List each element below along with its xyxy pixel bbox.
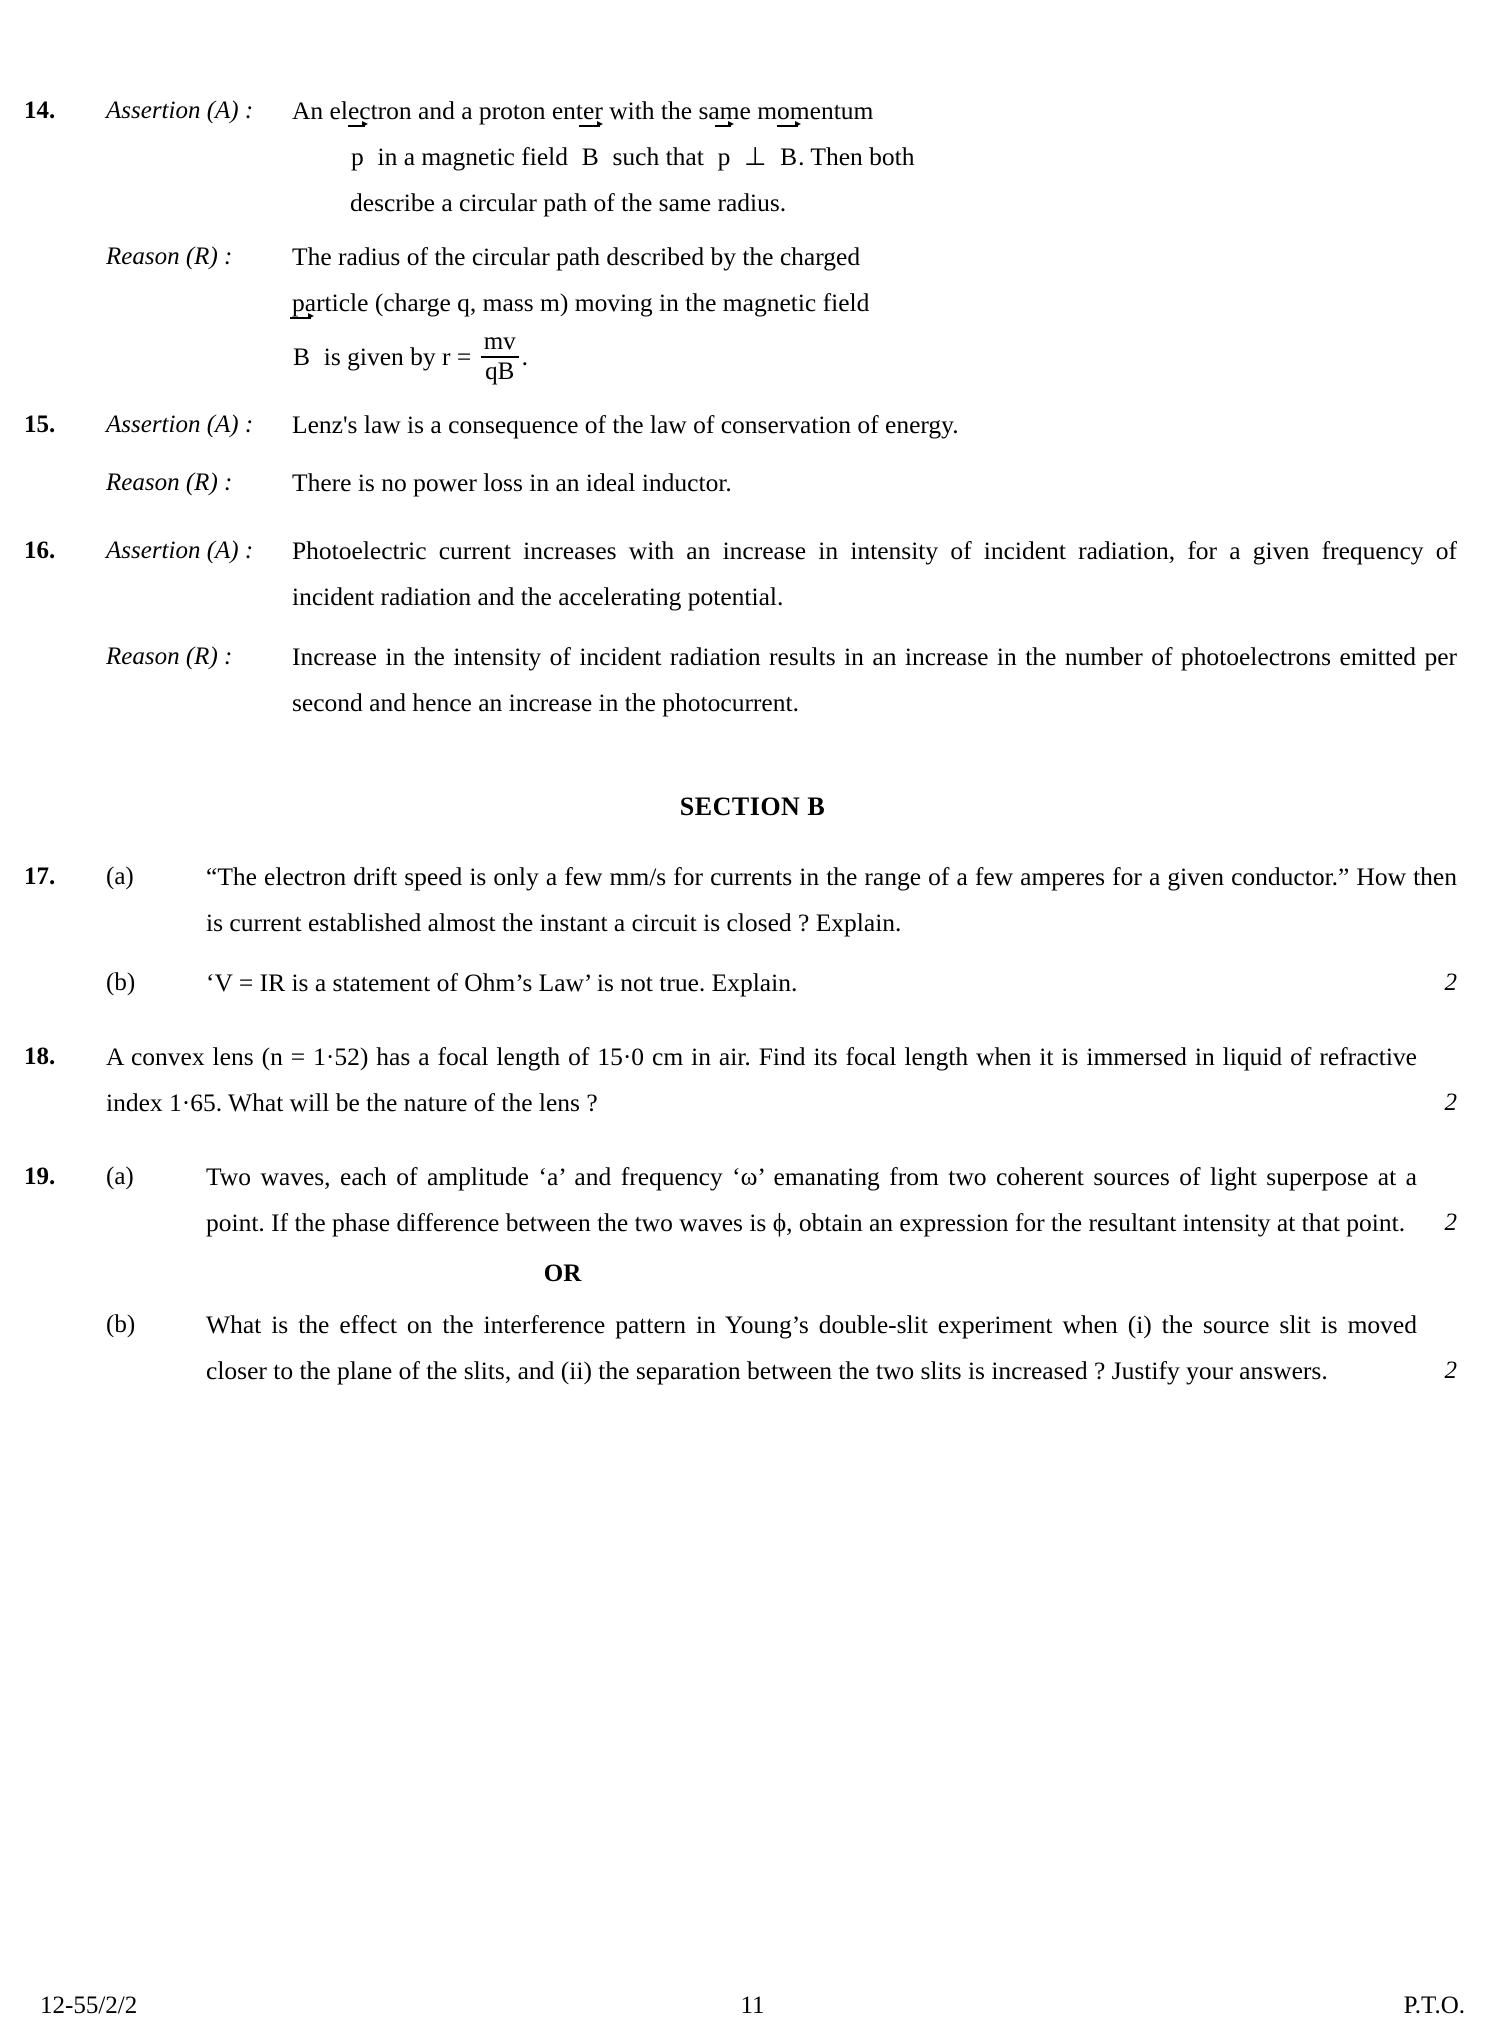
question-17-part-b-body: ‘V = IR is a statement of Ohm’s Law’ is not true. Explain. [206, 968, 798, 998]
reason-label-16: Reason (R) : [106, 643, 233, 671]
footer-pto: P.T.O. [1403, 1992, 1465, 2019]
vector-p-icon-2: p [717, 134, 732, 180]
question-18-marks: 2 [1444, 1089, 1457, 1117]
question-15-assertion [0, 402, 1505, 448]
question-14-reason-body [292, 234, 1457, 388]
question-17-part-a [0, 854, 1505, 946]
perp-symbol: ⊥ [744, 142, 767, 171]
fraction-denominator: qB [481, 356, 519, 386]
question-14-reason [0, 234, 1505, 388]
question-14-number: 14. [24, 97, 56, 124]
q14-r-line3 [292, 326, 1457, 388]
question-19-marks-a: 2 [1444, 1209, 1457, 1237]
vector-B-icon: B [581, 134, 600, 180]
question-14-assertion [0, 88, 1505, 226]
question-16-reason-body: Increase in the intensity of incident radiation results in an increase in the number of photoelectrons emitted per second and hence an increase in the photocurrent. [292, 642, 1457, 718]
q14-a-line2-pre: in a magnetic field [377, 142, 568, 171]
section-b-title: SECTION B [679, 792, 826, 822]
question-16-assertion-body: Photoelectric current increases with an increase in intensity of incident radiation, for a given frequency of incident radiation and the accelerating potential. [292, 536, 1457, 612]
reason-label-15: Reason (R) : [106, 469, 233, 497]
question-18-body: A convex lens (n = 1·52) has a focal length of 15·0 cm in air. Find its focal length when it is immersed in liquid of refractive index 1·65. What will be the nature of the lens ? [106, 1042, 1417, 1118]
question-19-part-b [0, 1302, 1505, 1394]
footer-page-number: 11 [740, 1992, 765, 2019]
vector-p-icon: p [350, 134, 365, 180]
question-19-part-a-body: Two waves, each of amplitude ‘a’ and frequency ‘ω’ emanating from two coherent sources of light superpose at a point. If the phase difference between the two waves is ϕ, obtain an expression for the resultant intensity at that point. [206, 1162, 1417, 1238]
question-15-assertion-body: Lenz's law is a consequence of the law of conservation of energy. [292, 410, 959, 440]
question-15-reason-body: There is no power loss in an ideal inductor. [292, 468, 732, 498]
assertion-label-16: Assertion (A) : [106, 537, 254, 565]
question-17-sub-b: (b) [106, 969, 136, 997]
question-18-number: 18. [24, 1043, 56, 1071]
q14-a-line2-mid: such that [612, 142, 704, 171]
q14-a-line1: An electron and a proton enter with the same momentum [292, 96, 874, 125]
top-spacer [0, 0, 1505, 88]
question-19-marks-b: 2 [1444, 1357, 1457, 1385]
vector-B-icon-2: B [779, 134, 798, 180]
question-18 [0, 1034, 1505, 1126]
question-15-reason [0, 460, 1505, 506]
question-17-marks: 2 [1444, 969, 1457, 997]
question-16-reason [0, 634, 1505, 726]
q14-a-line2-post: . Then both [798, 142, 915, 171]
question-19-number: 19. [24, 1163, 56, 1191]
q14-r-line3-post: . [521, 342, 529, 371]
question-19-part-b-body: What is the effect on the interference pattern in Young’s double-slit experiment when (i) the source slit is moved closer to the plane of the slits, and (ii) the separation between the two slits is increased ? Justify your answers. [206, 1310, 1417, 1386]
question-19-sub-a: (a) [106, 1163, 134, 1191]
vector-B-icon-3: B [292, 326, 311, 388]
fraction-mv-qB [481, 328, 519, 386]
question-14-assertion-body [292, 88, 1457, 226]
q14-r-line3-pre: is given by r = [323, 342, 472, 371]
question-17-sub-a: (a) [106, 863, 134, 891]
question-16-assertion [0, 528, 1505, 620]
question-17-number: 17. [24, 863, 56, 891]
question-19-sub-b: (b) [106, 1311, 136, 1339]
q14-r-line2: particle (charge q, mass m) moving in the magnetic field [292, 288, 870, 317]
footer-code: 12-55/2/2 [40, 1992, 138, 2019]
reason-label: Reason (R) : [106, 243, 233, 270]
q14-a-line3: describe a circular path of the same radius. [350, 188, 787, 217]
question-17-part-a-body: “The electron drift speed is only a few mm/s for currents in the range of a few amperes for a given conductor.” How then is current established almost the instant a circuit is closed ? Explain. [206, 862, 1457, 938]
page-footer [0, 1992, 1505, 2020]
question-19-or: OR [543, 1260, 582, 1288]
question-15-number: 15. [24, 411, 56, 439]
q14-r-line1: The radius of the circular path described by the charged [292, 242, 861, 271]
question-16-number: 16. [24, 537, 56, 565]
assertion-label: Assertion (A) : [106, 97, 254, 124]
q14-a-line2 [292, 134, 1457, 180]
assertion-label-15: Assertion (A) : [106, 411, 254, 439]
fraction-numerator: mv [483, 328, 516, 356]
question-19-part-a [0, 1154, 1505, 1246]
question-17-part-b [0, 960, 1505, 1006]
